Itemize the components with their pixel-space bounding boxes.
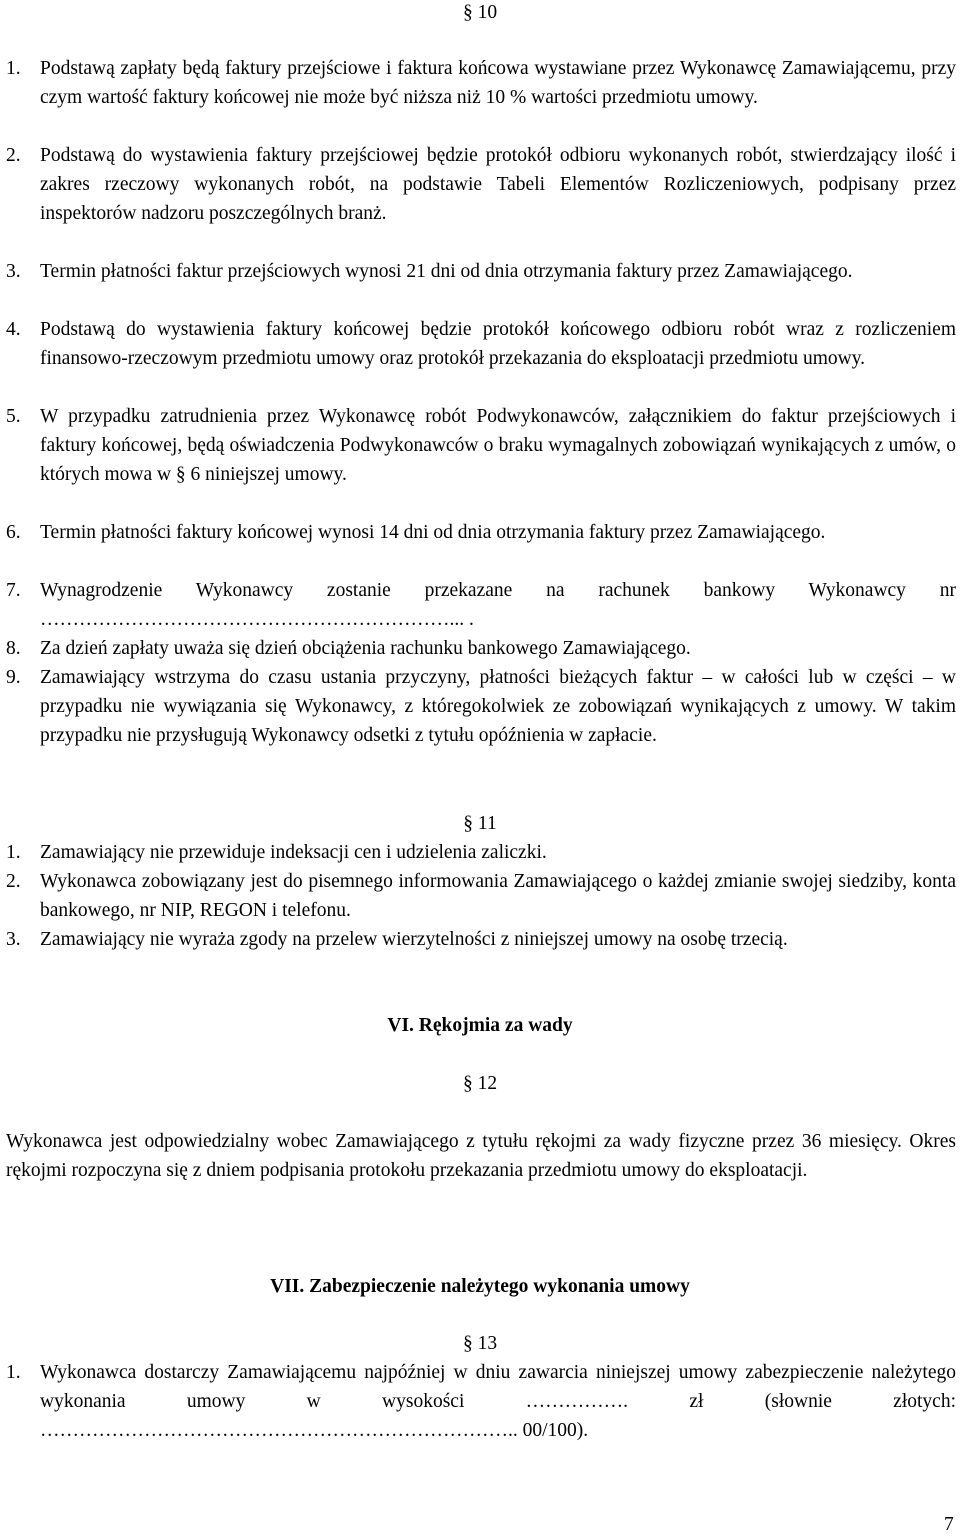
section-13-title: § 13 (462, 1333, 498, 1354)
item-number: 1. (6, 1362, 21, 1383)
item-text: Zamawiający nie wyraża zgody na przelew wierzytelności z niniejszej umowy na osobę trzecią. (40, 929, 788, 950)
chapter-6-heading: VI. Rękojmia za wady (387, 1015, 573, 1036)
item-text: Zamawiający nie przewiduje indeksacji cen i udzielenia zaliczki. (40, 842, 547, 863)
item-number: 2. (6, 871, 21, 892)
item-text: Podstawą do wystawienia faktury końcowej będzie protokół końcowego odbioru robót wraz z rozliczeniem finansowo-rzeczowym przedmiotu umowy oraz protokół przekazania do eksploatacji przedmiotu umowy. (40, 319, 956, 369)
item-number: 1. (6, 58, 21, 79)
item-number: 3. (6, 929, 21, 950)
section-11-title: § 11 (463, 813, 497, 834)
item-text: Wykonawca dostarczy Zamawiającemu najpóźniej w dniu zawarcia niniejszej umowy zabezpieczenie należytego wykonania umowy w wysokości ……………. zł (słownie złotych: ……………………………………………………………….. 00/100). (40, 1362, 956, 1441)
item-number: 2. (6, 145, 21, 166)
item-number: 6. (6, 522, 21, 543)
item-number: 4. (6, 319, 21, 340)
section-12-text: Wykonawca jest odpowiedzialny wobec Zamawiającego z tytułu rękojmi za wady fizyczne przez 36 miesięcy. Okres rękojmi rozpoczyna się z dniem podpisania protokołu przekazania przedmiotu umowy do eksploatacji. (6, 1131, 956, 1181)
item-text: Podstawą do wystawienia faktury przejściowej będzie protokół odbioru wykonanych robót, stwierdzający ilość i zakres rzeczowy wykonanych robót, na podstawie Tabeli Elementów Rozliczeniowych, podpisany przez inspektorów nadzoru poszczególnych branż. (40, 145, 956, 224)
section-12-title: § 12 (462, 1073, 498, 1094)
item-number: 1. (6, 842, 21, 863)
section-10-title: § 10 (462, 2, 498, 23)
item-text: W przypadku zatrudnienia przez Wykonawcę robót Podwykonawców, załącznikiem do faktur przejściowych i faktury końcowej, będą oświadczenia Podwykonawców o braku wymagalnych zobowiązań wynikających z umów, o których mowa w § 6 niniejszej umowy. (40, 406, 956, 485)
item-number: 5. (6, 406, 21, 427)
item-text: Podstawą zapłaty będą faktury przejściowe i faktura końcowa wystawiane przez Wykonawcę Zamawiającemu, przy czym wartość faktury końcowej nie może być niższa niż 10 % wartości przedmiotu umowy. (40, 58, 956, 108)
item-text: Termin płatności faktury końcowej wynosi 14 dni od dnia otrzymania faktury przez Zamawiającego. (40, 522, 826, 543)
item-number: 3. (6, 261, 21, 282)
item-text: Zamawiający wstrzyma do czasu ustania przyczyny, płatności bieżących faktur – w całości lub w części – w przypadku nie wywiązania się Wykonawcy, z któregokolwiek ze zobowiązań wynikających z umowy. W takim przypadku nie przysługują Wykonawcy odsetki z tytułu opóźnienia w zapłacie. (40, 667, 956, 746)
chapter-7-heading: VII. Zabezpieczenie należytego wykonania umowy (270, 1276, 690, 1297)
item-text: Termin płatności faktur przejściowych wynosi 21 dni od dnia otrzymania faktury przez Zamawiającego. (40, 261, 853, 282)
page-number: 7 (944, 1514, 954, 1535)
item-text: Wykonawca zobowiązany jest do pisemnego informowania Zamawiającego o każdej zmianie swojej siedziby, konta bankowego, nr NIP, REGON i telefonu. (40, 871, 956, 921)
item-text: Wynagrodzenie Wykonawcy zostanie przekazane na rachunek bankowy Wykonawcy nr ………………………………………………………... . (40, 580, 956, 630)
item-number: 9. (6, 667, 21, 688)
item-number: 7. (6, 580, 21, 601)
item-text: Za dzień zapłaty uważa się dzień obciążenia rachunku bankowego Zamawiającego. (40, 638, 691, 659)
item-number: 8. (6, 638, 21, 659)
